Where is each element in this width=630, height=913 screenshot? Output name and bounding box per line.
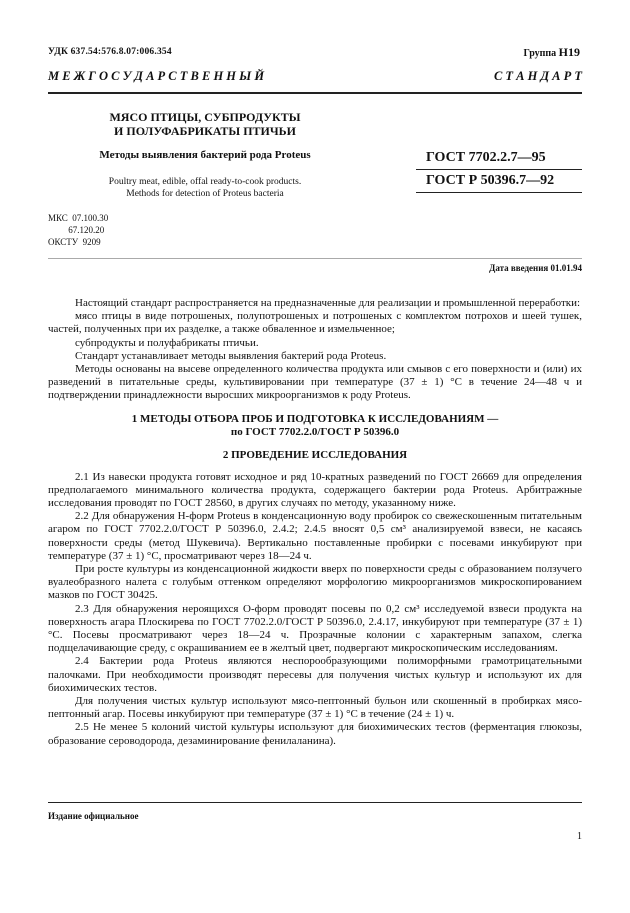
mks-code-1: МКС 07.100.30 xyxy=(48,213,109,223)
gost-divider-bottom xyxy=(416,192,582,193)
intro-paragraph: Стандарт устанавливает методы выявления бактерий рода Proteus. xyxy=(75,349,387,362)
section-1-reference: по ГОСТ 7702.2.0/ГОСТ Р 50396.0 xyxy=(230,425,400,438)
banner-word-2: С Т А Н Д А Р Т xyxy=(493,69,582,83)
gost-code-2: ГОСТ Р 50396.7—92 xyxy=(426,173,555,188)
section-paragraph: Для получения чистых культур используют мясо-пептонный бульон или скошенный в пробирках мясо-пептонный агар. Посевы инкубируют при температуре (37 ± 1) °С в течение (24 ± 1) ч. xyxy=(48,695,582,721)
gost-code-1: ГОСТ 7702.2.7—95 xyxy=(426,150,546,165)
title-line-1: МЯСО ПТИЦЫ, СУБПРОДУКТЫ xyxy=(109,110,301,124)
group-label xyxy=(523,45,580,60)
standard-banner xyxy=(48,69,582,84)
section-paragraph: 2.4 Бактерии рода Proteus являются неспорообразующими полиморфными грамотрицательными палочками. При необходимости производят пересевы для получения чистых культур и используют их для биохимических тестов. xyxy=(48,655,582,694)
footer-rule xyxy=(48,802,582,803)
section-2-heading: 2 ПРОВЕДЕНИЕ ИССЛЕДОВАНИЯ xyxy=(222,448,408,461)
section-paragraph: 2.3 Для обнаружения нероящихся О-форм проводят посевы по 0,2 см³ исследуемой взвеси продукта на поверхность агара Плоскирева по ГОСТ 7702.2.0/ГОСТ Р 50396.0, 2.4.17, инкубируют при температуре (37 ± 1) °С. Посевы просматривают через 18—24 ч. Прозрачные колонии с характерным запахом, слегка подщелачивающие среду, с окрашиванием ее в желтый цвет, подвергают микроскопическим исследованиям. xyxy=(48,602,582,655)
group-code: Н19 xyxy=(558,45,580,59)
intro-paragraph: Методы основаны на высеве определенного количества продукта или смывов с его поверхности и (или) их разведений в питательные среды, культивировании при температуре (37 ± 1) °С в течение 24—48 ч и подтверждении принадлежности выросших микроорганизмов к роду Proteus. xyxy=(48,363,582,402)
section-paragraph: 2.5 Не менее 5 колоний чистой культуры используют для биохимических тестов (ферментация глюкозы, образование сероводорода, дезаминирование фенилаланина). xyxy=(48,721,582,747)
section-paragraph: При росте культуры из конденсационной жидкости вверх по поверхности среды с образованием ползучего вуалеобразного налета с голубым оттенком определяют морфологию микроорганизмов микроскопированием мазков по ГОСТ 30425. xyxy=(48,563,582,602)
edition-note: Издание официальное xyxy=(48,811,139,821)
banner-word-1: М Е Ж Г О С У Д А Р С Т В Е Н Н Ы Й xyxy=(48,69,265,83)
english-title xyxy=(80,176,330,200)
section-1-heading xyxy=(48,413,582,439)
document-subtitle: Методы выявления бактерий рода Proteus xyxy=(99,149,311,161)
title-line-2: И ПОЛУФАБРИКАТЫ ПТИЧЬИ xyxy=(114,124,296,138)
page-number: 1 xyxy=(577,831,582,842)
mks-code-2: 67.120.20 xyxy=(48,225,105,235)
okstu-code: ОКСТУ 9209 xyxy=(48,237,101,247)
section-paragraph: 2.1 Из навески продукта готовят исходное и ряд 10-кратных разведений по ГОСТ 26669 для определения предполагаемого минимального количества продукта, содержащего бактерии рода Proteus. Арбитражные исследования проводят по ГОСТ 28560, в других случаях по методу, указанному ниже. xyxy=(48,470,582,510)
udk-code: УДК 637.54:576.8.07:006.354 xyxy=(48,47,172,57)
banner-rule xyxy=(48,92,582,94)
group-label-text: Группа xyxy=(523,48,557,59)
document-title xyxy=(95,110,315,138)
english-title-line-2: Methods for detection of Proteus bacteria xyxy=(126,189,284,199)
section-paragraph: 2.2 Для обнаружения Н-форм Proteus в конденсационную воду пробирок со свежескошенным питательным агаром по ГОСТ 7702.2.0/ГОСТ Р 50396.0, 2.4.2; 2.4.5 вносят 0,5 см³ анализируемой взвеси, не касаясь поверхности среды (метод Шукевича). Вертикально поставленные пробирки с посевами инкубируют при температуре (37 ± 1) °С, просматривают через 18—24 ч. xyxy=(48,510,582,562)
effective-date: Дата введения 01.01.94 xyxy=(489,263,582,273)
intro-paragraph: мясо птицы в виде потрошеных, полупотрошеных и потрошеных с комплектом потрохов и шеей тушек, частей, полученных при их разделке, а также обваленное и измельченное; xyxy=(48,310,582,336)
date-divider xyxy=(48,258,582,259)
document-body xyxy=(48,297,582,748)
intro-paragraph: Настоящий стандарт распространяется на предназначенные для реализации и промышленной переработки: xyxy=(75,297,581,309)
english-title-line-1: Poultry meat, edible, offal ready-to-cook products. xyxy=(108,177,302,187)
classification-codes xyxy=(48,212,108,248)
intro-paragraph: субпродукты и полуфабрикаты птичьи. xyxy=(75,336,259,349)
section-1-title: 1 МЕТОДЫ ОТБОРА ПРОБ И ПОДГОТОВКА К ИССЛЕДОВАНИЯМ — xyxy=(131,412,499,425)
gost-codes xyxy=(416,147,582,193)
